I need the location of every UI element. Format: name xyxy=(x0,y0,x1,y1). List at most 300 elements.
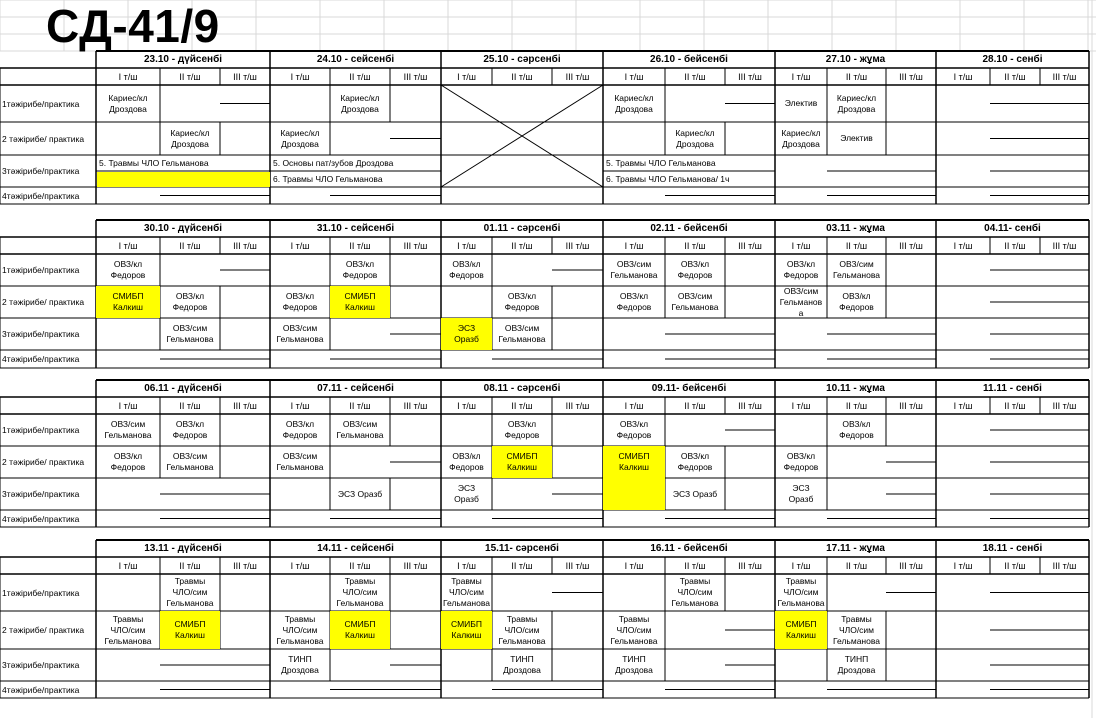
schedule-cell xyxy=(827,649,886,681)
day-header: 13.11 - дүйсенбі xyxy=(144,543,222,554)
schedule-cell xyxy=(775,85,827,122)
row-label: 2 тәжірибе/ практика xyxy=(2,625,85,635)
schedule-cell xyxy=(492,649,552,681)
day-header: 27.10 - жұма xyxy=(825,54,886,65)
cell-text: ЭСЗ xyxy=(792,483,810,493)
schedule-cell xyxy=(330,611,390,649)
pair-header: ІІІ т/ш xyxy=(565,400,590,411)
pair-header: ІІ т/ш xyxy=(179,240,201,251)
cell-text: ОВЗ/кл xyxy=(786,451,816,461)
schedule-cell xyxy=(665,286,725,318)
cell-text: Гельманова xyxy=(671,598,719,608)
schedule-cell xyxy=(330,286,390,318)
cell-text: Федоров xyxy=(839,430,874,440)
pair-header: ІІ т/ш xyxy=(511,560,533,571)
pair-header: ІІІ т/ш xyxy=(899,240,923,251)
cell-text: Гельманова xyxy=(276,635,324,646)
cell-text: ОВЗ/кл xyxy=(680,451,710,461)
day-header: 31.10 - сейсенбі xyxy=(316,223,395,234)
cell-text: ОВЗ/кл xyxy=(452,259,481,269)
row-label: 4тәжірибе/практика xyxy=(2,513,80,524)
row-label: 3тәжірибе/практика xyxy=(2,660,80,670)
pair-header: І т/ш xyxy=(118,400,138,411)
pair-header: І т/ш xyxy=(953,560,973,571)
schedule-cell xyxy=(827,254,886,286)
day-header: 18.11 - сенбі xyxy=(982,543,1043,554)
cell-text: Дроздова xyxy=(615,665,653,675)
pair-header: ІІІ т/ш xyxy=(1052,240,1077,251)
schedule-cell xyxy=(160,122,220,155)
cell-text: ОВЗ/сим xyxy=(172,451,208,461)
cell-text: ЭСЗ Оразб xyxy=(337,488,383,499)
cell-text: Кариес/кл xyxy=(108,92,148,103)
cell-text: ТИНП xyxy=(622,654,646,664)
cell-text: ОВЗ/кл xyxy=(842,291,871,301)
cell-text: Гельманова xyxy=(777,598,825,608)
day-header: 03.11 - жұма xyxy=(826,223,885,234)
cell-text: Оразб xyxy=(454,494,479,504)
schedule-cell xyxy=(603,649,665,681)
schedule-cell xyxy=(270,286,330,318)
pair-header: І т/ш xyxy=(457,560,476,571)
cell-text: Гельманова xyxy=(442,598,490,608)
pair-header: І т/ш xyxy=(624,71,644,82)
schedule-cell xyxy=(665,446,725,478)
cell-text: ОВЗ/сим xyxy=(282,323,318,333)
cell-text: Гельманова xyxy=(336,430,384,440)
highlight-bar xyxy=(97,172,270,187)
schedule-cell xyxy=(160,574,220,611)
day-header: 01.11 - сәрсенбі xyxy=(483,223,561,234)
cell-text: Гельманова xyxy=(166,334,214,344)
pair-header: ІІ т/ш xyxy=(179,400,201,411)
cell-text: Гельманова xyxy=(276,462,324,472)
pair-header: І т/ш xyxy=(953,400,973,411)
schedule-cell xyxy=(665,254,725,286)
cell-text: Травмы xyxy=(174,576,206,586)
cell-text: Федоров xyxy=(110,462,146,472)
cell-text: Федоров xyxy=(839,302,874,312)
pair-header: ІІ т/ш xyxy=(511,240,533,251)
pair-header: ІІ т/ш xyxy=(1004,400,1026,411)
cell-text: Дроздова xyxy=(837,103,876,114)
cell-text: ТИНП xyxy=(844,654,869,664)
schedule-cell xyxy=(775,446,827,478)
pair-header: ІІ т/ш xyxy=(179,560,201,571)
pair-header: ІІ т/ш xyxy=(1004,560,1026,571)
schedule-cell xyxy=(160,286,220,318)
cell-text: ОВЗ/сим xyxy=(172,323,208,333)
pair-header: ІІ т/ш xyxy=(684,240,706,251)
day-header: 24.10 - сейсенбі xyxy=(316,54,395,65)
cell-text: Федоров xyxy=(504,430,540,440)
cell-text: ОВЗ/кл xyxy=(619,419,649,429)
cell-text: ОВЗ/кл xyxy=(175,291,205,301)
day-header: 09.11- бейсенбі xyxy=(651,383,727,394)
pair-header: І т/ш xyxy=(290,400,310,411)
schedule-cell xyxy=(160,611,220,649)
schedule-cell xyxy=(330,254,390,286)
row-label: 4тәжірибе/практика xyxy=(2,684,80,695)
cell-text: ЧЛО/сим xyxy=(282,624,318,635)
row-label: 4тәжірибе/практика xyxy=(2,354,80,364)
pair-header: І т/ш xyxy=(118,71,138,82)
pair-header: І т/ш xyxy=(624,400,644,411)
schedule-cell xyxy=(96,155,270,171)
schedule-cell xyxy=(775,286,827,318)
cell-text: Дроздова xyxy=(782,138,820,149)
pair-header: І т/ш xyxy=(791,560,811,571)
cell-text: ОВЗ/кл xyxy=(345,259,375,269)
cell-text: Калкиш xyxy=(175,630,205,640)
cell-text: ЧЛО/сим xyxy=(783,587,819,597)
cell-text: Калкиш xyxy=(786,630,816,640)
schedule-cell xyxy=(603,414,665,446)
cell-text: Федоров xyxy=(282,430,318,440)
schedule-cell xyxy=(270,122,330,155)
pair-header: І т/ш xyxy=(290,71,310,82)
schedule-cell xyxy=(492,414,552,446)
cell-text: Федоров xyxy=(504,302,540,312)
day-header: 15.11- сәрсенбі xyxy=(485,543,559,554)
cell-text: Калкиш xyxy=(345,630,375,640)
cell-text: ОВЗ/сим xyxy=(839,259,874,269)
cell-text: ЧЛО/сим xyxy=(110,624,146,635)
row-label: 3тәжірибе/практика xyxy=(2,489,80,499)
cell-text: Федоров xyxy=(110,270,146,280)
cell-text: Федоров xyxy=(449,270,484,280)
schedule-cell xyxy=(96,446,160,478)
schedule-cell xyxy=(270,318,330,350)
cell-text: Гельманова xyxy=(336,598,384,608)
pair-header: І т/ш xyxy=(791,71,811,82)
pair-header: І т/ш xyxy=(457,400,476,411)
pair-header: І т/ш xyxy=(624,240,644,251)
pair-header: ІІ т/ш xyxy=(511,71,533,82)
cell-text: ЧЛО/сим xyxy=(616,624,652,635)
schedule-cell xyxy=(330,574,390,611)
pair-header: ІІІ т/ш xyxy=(1052,560,1077,571)
cell-text: Федоров xyxy=(616,302,652,312)
day-header: 23.10 - дүйсенбі xyxy=(143,54,223,65)
cell-text: Гельманова xyxy=(166,462,214,472)
cell-text: Дроздова xyxy=(281,665,319,675)
cell-text: Калкиш xyxy=(345,302,375,312)
pair-header: І т/ш xyxy=(290,560,310,571)
cell-text: ОВЗ/кл xyxy=(786,259,816,269)
cell-text: Федоров xyxy=(449,462,484,472)
pair-header: ІІІ т/ш xyxy=(899,71,923,82)
row-label: 4тәжірибе/практика xyxy=(2,190,80,201)
cell-text: Травмы xyxy=(506,613,538,624)
cell-text: ОВЗ/кл xyxy=(507,419,537,429)
cell-text: Травмы xyxy=(344,576,376,586)
schedule-cell xyxy=(775,122,827,155)
cell-text: ОВЗ/кл xyxy=(452,451,481,461)
pair-header: І т/ш xyxy=(290,240,310,251)
pair-header: І т/ш xyxy=(118,240,138,251)
schedule-cell xyxy=(441,318,492,350)
day-header: 25.10 - сәрсенбі xyxy=(483,54,561,65)
row-label: 1тәжірибе/практика xyxy=(2,587,80,598)
schedule-cell xyxy=(603,286,665,318)
pair-header: ІІ т/ш xyxy=(1004,71,1026,82)
row-label: 1тәжірибе/практика xyxy=(2,98,80,109)
cell-text: Электив xyxy=(784,98,818,108)
pair-header: І т/ш xyxy=(791,240,811,251)
row-label: 2 тәжірибе/ практика xyxy=(2,457,85,467)
cell-text: Федоров xyxy=(677,462,713,472)
cell-text: ОВЗ/сим xyxy=(342,419,378,429)
cell-text: Дроздова xyxy=(615,103,653,114)
pair-header: ІІІ т/ш xyxy=(403,560,428,571)
pair-header: ІІ т/ш xyxy=(349,240,371,251)
pair-header: ІІІ т/ш xyxy=(1052,71,1077,82)
pair-header: ІІ т/ш xyxy=(684,400,706,411)
cell-text: СМИБП xyxy=(451,619,482,629)
cell-text: Дроздова xyxy=(171,138,209,149)
cell-text: 6. Травмы ЧЛО Гельманова/ 1ч xyxy=(606,173,730,184)
schedule-cell xyxy=(160,318,220,350)
pair-header: ІІІ т/ш xyxy=(738,400,762,411)
cell-text: ЧЛО/сим xyxy=(838,624,875,635)
schedule-cell xyxy=(775,611,827,649)
cell-text: Электив xyxy=(840,133,873,143)
day-header: 06.11 - дүйсенбі xyxy=(144,383,222,394)
schedule-cell xyxy=(603,155,775,171)
schedule-cell xyxy=(441,478,492,510)
cell-text: Федоров xyxy=(342,270,378,280)
cell-text: ОВЗ/кл xyxy=(842,419,871,429)
cell-text: 5. Основы пат/зубов Дроздова xyxy=(273,157,394,168)
cell-text: Гельманова xyxy=(104,430,152,440)
pair-header: ІІІ т/ш xyxy=(233,400,257,411)
cell-text: Травмы xyxy=(451,576,482,586)
cell-text: Калкиш xyxy=(619,462,649,472)
row-label: 3тәжірибе/практика xyxy=(2,166,80,176)
cell-text: ОВЗ/кл xyxy=(113,259,143,269)
cell-text: ОВЗ/сим xyxy=(783,286,819,296)
pair-header: ІІІ т/ш xyxy=(233,560,257,571)
cell-text: ТИНП xyxy=(288,654,312,664)
cell-text: Кариес/кл xyxy=(340,92,380,103)
cell-text: ОВЗ/сим xyxy=(616,259,652,269)
cell-text: ЭСЗ xyxy=(457,483,476,493)
schedule-cell xyxy=(441,446,492,478)
cell-text: Федоров xyxy=(616,430,652,440)
cell-text: Калкиш xyxy=(113,302,143,312)
cell-text: Травмы xyxy=(618,613,650,624)
schedule-cell xyxy=(441,574,492,611)
pair-header: І т/ш xyxy=(457,240,476,251)
schedule-cell xyxy=(160,446,220,478)
schedule-cell xyxy=(270,171,441,187)
day-header: 28.10 - сенбі xyxy=(982,54,1043,65)
schedule-cell xyxy=(492,286,552,318)
pair-header: ІІ т/ш xyxy=(349,71,371,82)
cell-text: Кариес/кл xyxy=(280,127,320,138)
cell-text: Гельманова xyxy=(104,635,152,646)
cell-text: Федоров xyxy=(282,302,318,312)
cell-text: Кариес/кл xyxy=(170,127,210,138)
cell-text: Гельманов xyxy=(779,296,823,307)
cell-text: Гельманова xyxy=(166,598,214,608)
schedule-cell xyxy=(665,478,725,510)
pair-header: ІІ т/ш xyxy=(845,240,868,251)
cell-text: Травмы xyxy=(284,613,316,624)
pair-header: ІІІ т/ш xyxy=(565,560,590,571)
schedule-cell xyxy=(441,254,492,286)
pair-header: ІІ т/ш xyxy=(1004,240,1026,251)
pair-header: ІІІ т/ш xyxy=(233,240,257,251)
cell-text: Гельманова xyxy=(498,635,546,646)
row-label: 1тәжірибе/практика xyxy=(2,425,80,435)
schedule-cell xyxy=(827,414,886,446)
cell-text: СМИБП xyxy=(344,619,376,629)
schedule-cell xyxy=(603,254,665,286)
cell-text: ЭСЗ Оразб xyxy=(672,488,718,499)
schedule-cell xyxy=(270,649,330,681)
cell-text: Федоров xyxy=(783,462,819,472)
cell-text: Федоров xyxy=(783,270,819,280)
cell-text: 5. Травмы ЧЛО Гельманова xyxy=(606,157,716,168)
cell-text: 6. Травмы ЧЛО Гельманова xyxy=(273,173,383,184)
pair-header: ІІІ т/ш xyxy=(1052,400,1077,411)
cell-text: ОВЗ/сим xyxy=(110,419,146,429)
row-label: 1тәжірибе/практика xyxy=(2,265,80,275)
pair-header: ІІ т/ш xyxy=(511,400,533,411)
pair-header: ІІ т/ш xyxy=(349,560,371,571)
schedule-cell xyxy=(665,574,725,611)
cell-text: Гельманова xyxy=(832,635,880,646)
day-header: 16.11 - бейсенбі xyxy=(650,543,728,554)
pair-header: І т/ш xyxy=(624,560,644,571)
pair-header: ІІІ т/ш xyxy=(565,71,590,82)
schedule-cell xyxy=(603,85,665,122)
row-label: 3тәжірибе/практика xyxy=(2,329,80,339)
pair-header: ІІІ т/ш xyxy=(738,560,762,571)
day-header: 04.11- сенбі xyxy=(984,223,1041,234)
cell-text: ОВЗ/сим xyxy=(504,323,540,333)
cell-text: Травмы xyxy=(679,576,711,586)
schedule-cell xyxy=(270,414,330,446)
day-header: 07.11 - сейсенбі xyxy=(317,383,394,394)
cell-text: ЭСЗ xyxy=(457,323,476,333)
pair-header: ІІІ т/ш xyxy=(899,400,923,411)
pair-header: ІІ т/ш xyxy=(845,71,868,82)
cell-text: Дроздова xyxy=(281,138,319,149)
day-header: 02.11 - бейсенбі xyxy=(650,223,728,234)
day-header: 08.11 - сәрсенбі xyxy=(483,383,561,394)
cell-text: Дроздова xyxy=(341,103,379,114)
schedule-cell xyxy=(492,611,552,649)
cell-text: Гельманова xyxy=(832,270,880,280)
cell-text: ЧЛО/сим xyxy=(677,587,713,597)
cell-text: Гельманова xyxy=(671,302,719,312)
cell-text: СМИБП xyxy=(344,291,376,301)
cell-text: Дроздова xyxy=(109,103,147,114)
schedule-cell xyxy=(827,85,886,122)
cell-text: ОВЗ/кл xyxy=(680,259,710,269)
cell-text: ЧЛО/сим xyxy=(448,587,485,597)
pair-header: ІІІ т/ш xyxy=(403,240,428,251)
cell-text: Гельманова xyxy=(498,334,546,344)
schedule-cell xyxy=(603,478,665,510)
cell-text: Дроздова xyxy=(676,138,714,149)
day-header: 30.10 - дүйсенбі xyxy=(143,223,223,234)
cell-text: Кариес/кл xyxy=(781,127,821,138)
cell-text: ОВЗ/кл xyxy=(507,291,537,301)
cell-text: СМИБП xyxy=(785,619,817,629)
schedule-cell xyxy=(827,122,886,155)
cell-text: СМИБП xyxy=(112,291,144,301)
pair-header: ІІ т/ш xyxy=(845,560,868,571)
schedule-cell xyxy=(96,85,160,122)
cell-text: ОВЗ/кл xyxy=(175,419,205,429)
schedule-cell xyxy=(270,446,330,478)
pair-header: ІІІ т/ш xyxy=(565,240,590,251)
cell-text: Кариес/кл xyxy=(675,127,715,138)
pair-header: ІІІ т/ш xyxy=(403,400,428,411)
schedule-cell xyxy=(603,171,775,187)
cell-text: СМИБП xyxy=(174,619,206,629)
schedule-cell xyxy=(96,611,160,649)
cell-text: ОВЗ/сим xyxy=(282,451,318,461)
schedule-cell xyxy=(441,611,492,649)
pair-header: ІІ т/ш xyxy=(349,400,371,411)
schedule-cell xyxy=(492,318,552,350)
schedule-cell xyxy=(96,254,160,286)
pair-header: ІІІ т/ш xyxy=(403,71,428,82)
cell-text: Гельманова xyxy=(610,635,658,646)
pair-header: ІІ т/ш xyxy=(845,400,868,411)
schedule-cell xyxy=(775,574,827,611)
cell-text: Федоров xyxy=(677,270,713,280)
cell-text: Федоров xyxy=(172,302,208,312)
schedule-cell xyxy=(160,414,220,446)
cell-text: Гельманова xyxy=(610,270,658,280)
schedule-cell xyxy=(330,478,390,510)
pair-header: І т/ш xyxy=(953,240,973,251)
cell-text: Дроздова xyxy=(503,665,541,675)
pair-header: ІІ т/ш xyxy=(179,71,201,82)
schedule-cell xyxy=(492,446,552,478)
schedule-cell xyxy=(270,611,330,649)
row-label: 2 тәжірибе/ практика xyxy=(2,133,85,144)
cell-text: Травмы xyxy=(112,613,144,624)
cell-text: ОВЗ/кл xyxy=(113,451,143,461)
page-title: СД-41/9 xyxy=(46,0,220,52)
pair-header: І т/ш xyxy=(953,71,973,82)
schedule-cell xyxy=(665,122,725,155)
cell-text: Оразб xyxy=(454,334,479,344)
schedule-cell xyxy=(603,611,665,649)
cell-text: Кариес/кл xyxy=(614,92,654,103)
cell-text: Федоров xyxy=(172,430,208,440)
day-header: 17.11 - жұма xyxy=(826,543,885,554)
schedule-cell xyxy=(827,611,886,649)
schedule-cell xyxy=(270,155,441,171)
day-header: 26.10 - бейсенбі xyxy=(650,54,728,65)
cell-text: ОВЗ/кл xyxy=(285,291,315,301)
schedule-cell xyxy=(96,286,160,318)
cell-text: Травмы xyxy=(841,613,872,624)
schedule-cell xyxy=(827,286,886,318)
schedule-cell xyxy=(603,446,665,478)
cell-text: Травмы xyxy=(785,576,817,586)
schedule-cell xyxy=(775,478,827,510)
cell-text: ОВЗ/кл xyxy=(285,419,315,429)
